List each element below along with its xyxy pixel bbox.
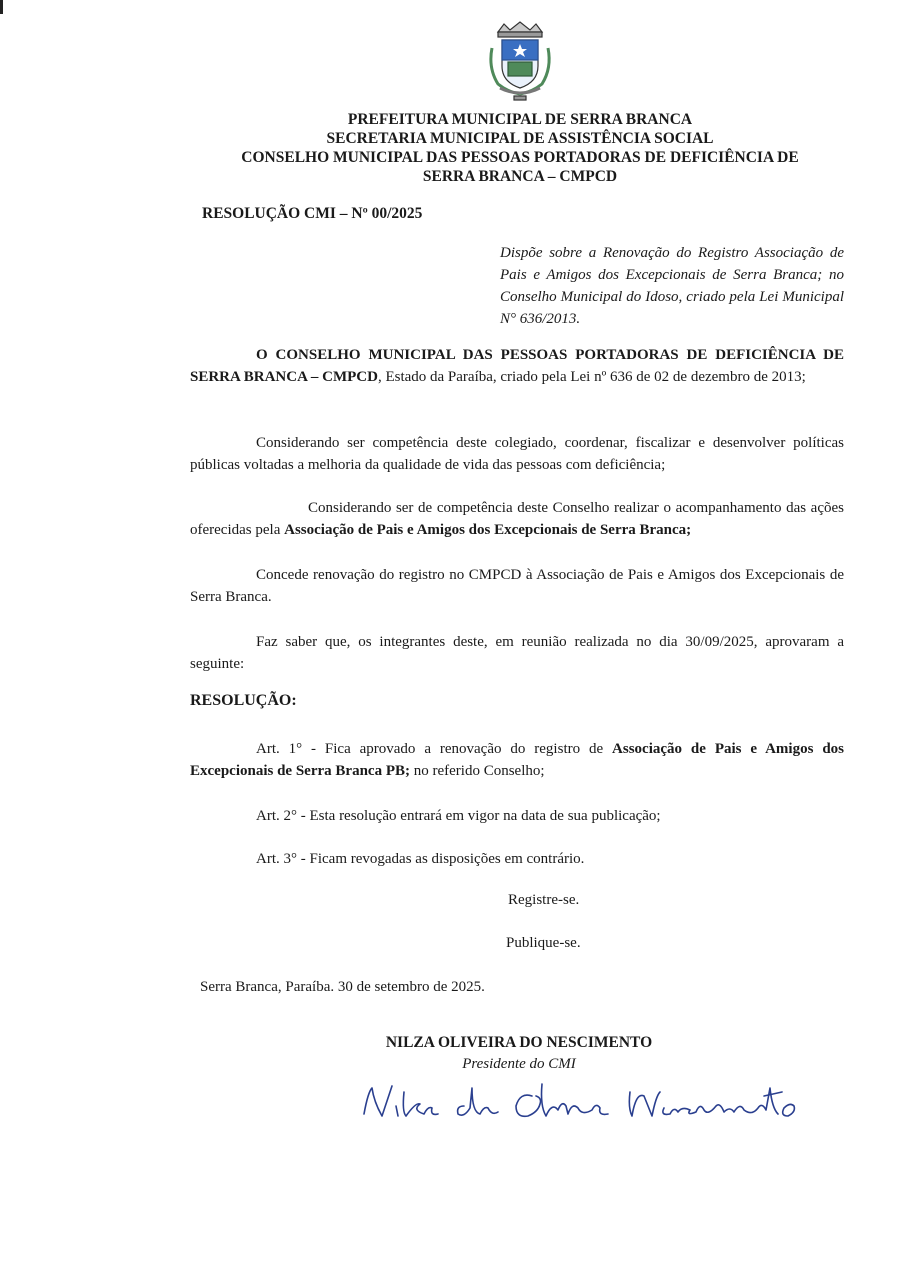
handwritten-signature bbox=[360, 1062, 810, 1134]
preamble-paragraph bbox=[190, 344, 844, 388]
article-1-bold: Associação de Pais e Amigos dos Excepcionais de Serra Branca PB; bbox=[190, 741, 844, 779]
publique-line: Publique-se. bbox=[506, 935, 581, 951]
concede-paragraph: Concede renovação do registro no CMPCD à Associação de Pais e Amigos dos Excepcionais de Serra Branca. bbox=[190, 567, 844, 605]
letterhead-line-4: SERRA BRANCA – CMPCD bbox=[422, 168, 618, 185]
article-3: Art. 3° - Ficam revogadas as disposições em contrário. bbox=[256, 851, 585, 867]
article-1 bbox=[190, 738, 844, 782]
considerando-paragraph-2 bbox=[190, 497, 844, 541]
letterhead-line-3: CONSELHO MUNICIPAL DAS PESSOAS PORTADORAS DE DEFICIÊNCIA DE bbox=[241, 149, 799, 166]
resolucao-heading: RESOLUÇÃO: bbox=[190, 692, 297, 709]
resolution-number: RESOLUÇÃO CMI – Nº 00/2025 bbox=[202, 205, 423, 222]
scan-corner-mark bbox=[0, 0, 3, 14]
place-date: Serra Branca, Paraíba. 30 de setembro de 2025. bbox=[200, 979, 485, 995]
preamble-rest: , Estado da Paraíba, criado pela Lei nº 636 de 02 de dezembro de 2013; bbox=[377, 369, 806, 385]
article-1-suffix: no referido Conselho; bbox=[409, 763, 545, 779]
considerando-2-text: Considerando ser de competência deste Conselho realizar o acompanhamento das ações oferecidas pela bbox=[190, 500, 844, 538]
registre-line: Registre-se. bbox=[508, 892, 580, 908]
letterhead-line-2: SECRETARIA MUNICIPAL DE ASSISTÊNCIA SOCIAL bbox=[326, 130, 714, 147]
municipal-coat-of-arms-icon bbox=[484, 18, 556, 102]
letterhead-line-1: PREFEITURA MUNICIPAL DE SERRA BRANCA bbox=[347, 111, 693, 128]
article-1-prefix: Art. 1° - Fica aprovado a renovação do registro de bbox=[256, 741, 613, 757]
article-2: Art. 2° - Esta resolução entrará em vigor na data de sua publicação; bbox=[256, 808, 661, 824]
letterhead bbox=[190, 110, 850, 186]
signer-role: Presidente do CMI bbox=[462, 1056, 576, 1072]
considerando-2-bold: Associação de Pais e Amigos dos Excepcionais de Serra Branca; bbox=[284, 522, 692, 538]
ementa: Dispõe sobre a Renovação do Registro Associação de Pais e Amigos dos Excepcionais de Serra Branca; no Conselho Municipal do Idoso, criado pela Lei Municipal N° 636/2013. bbox=[500, 245, 844, 327]
preamble-bold: O CONSELHO MUNICIPAL DAS PESSOAS PORTADORAS DE DEFICIÊNCIA DE SERRA BRANCA – CMPCD bbox=[190, 347, 844, 385]
faz-saber-paragraph: Faz saber que, os integrantes deste, em reunião realizada no dia 30/09/2025, aprovaram a seguinte: bbox=[190, 634, 844, 672]
considerando-paragraph-1: Considerando ser competência deste colegiado, coordenar, fiscalizar e desenvolver políticas públicas voltadas a melhoria da qualidade de vida das pessoas com deficiência; bbox=[190, 435, 844, 473]
signer-name: NILZA OLIVEIRA DO NESCIMENTO bbox=[385, 1034, 653, 1051]
